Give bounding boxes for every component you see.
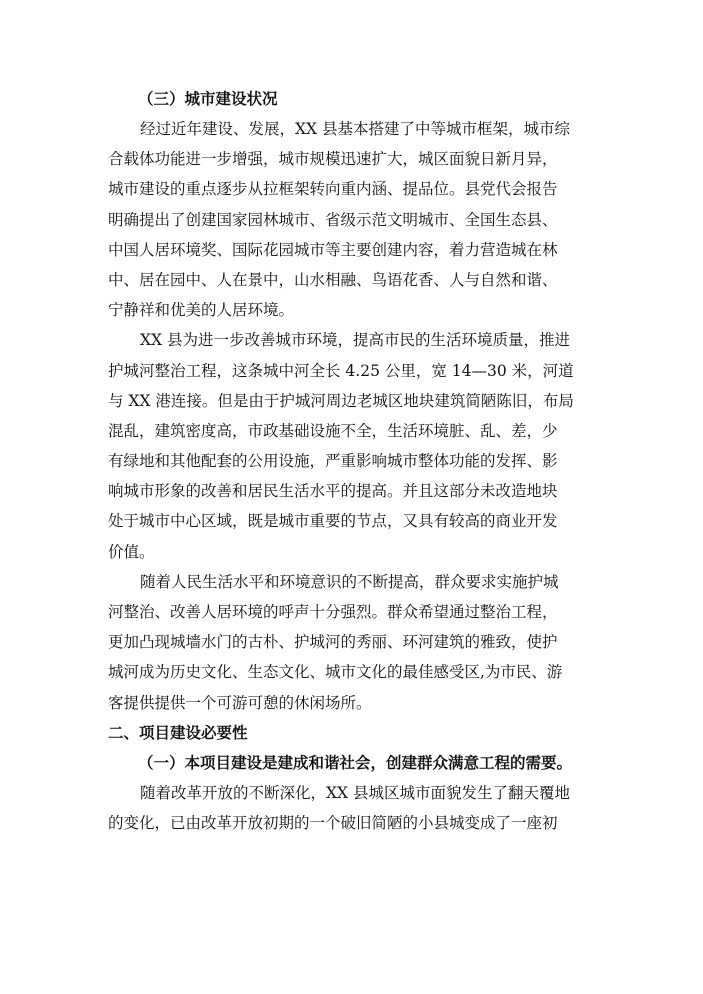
section-heading-city-construction: （三）城市建设状况 <box>138 89 278 108</box>
paragraph <box>108 114 596 325</box>
paragraph-line: XX 县为进一步改善城市环境，提高市民的生活环境质量，推进 <box>140 331 570 350</box>
paragraph-line: 随着人民生活水平和环境意识的不断提高，群众要求实施护城 <box>140 572 559 591</box>
paragraph-line: 处于城市中心区域，既是城市重要的节点，又具有较高的商业开发 <box>108 512 558 531</box>
paragraph-line: 有绿地和其他配套的公用设施，严重影响城市整体功能的发挥、影 <box>108 452 558 471</box>
paragraph-line: 响城市形象的改善和居民生活水平的提高。并且这部分未改造地块 <box>108 482 558 501</box>
paragraph-line: 更加凸现城墙水门的古朴、护城河的秀丽、环河建筑的雅致，使护 <box>108 633 558 652</box>
paragraph-line: 河整治、改善人居环境的呼声十分强烈。群众希望通过整治工程， <box>108 603 558 621</box>
paragraph-line: 混乱，建筑密度高，市政基础设施不全，生活环境脏、乱、差，少 <box>108 421 558 440</box>
paragraph-line: 中国人居环境奖、国际花园城市等主要创建内容，着力营造城在林 <box>108 240 558 259</box>
paragraph <box>108 325 596 567</box>
paragraph <box>108 567 596 718</box>
paragraph-line: 的变化，已由改革开放初期的一个破旧简陋的小县城变成了一座初 <box>108 813 558 832</box>
paragraph-line: 客提供提供一个可游可憩的休闲场所。 <box>108 693 372 712</box>
paragraph-line: 城市建设的重点逐步从拉框架转向重内涵、提品位。县党代会报告 <box>108 180 558 199</box>
paragraph-line: 城河成为历史文化、生态文化、城市文化的最佳感受区,为市民、游 <box>108 663 563 682</box>
document-body <box>108 84 596 838</box>
subsection-heading-harmonious-society: （一）本项目建设是建成和谐社会，创建群众满意工程的需要。 <box>138 752 573 772</box>
paragraph-line: 合载体功能进一步增强，城市规模迅速扩大，城区面貌日新月异， <box>108 150 558 169</box>
paragraph-line: 明确提出了创建国家园林城市、省级示范文明城市、全国生态县、 <box>108 210 558 229</box>
paragraph <box>108 778 596 838</box>
paragraph-line: 价值。 <box>108 542 155 561</box>
paragraph-line: 与 XX 港连接。但是由于护城河周边老城区地块建筑简陋陈旧，布局 <box>108 391 574 410</box>
paragraph-line: 中、居在园中、人在景中，山水相融、鸟语花香、人与自然和谐、 <box>108 270 558 289</box>
section-heading-project-necessity: 二、项目建设必要性 <box>108 722 248 742</box>
paragraph-line: 经过近年建设、发展，XX 县基本搭建了中等城市框架，城市综 <box>140 120 570 138</box>
paragraph-line: 随着改革开放的不断深化，XX 县城区城市面貌发生了翻天覆地 <box>140 783 570 802</box>
paragraph-line: 护城河整治工程，这条城中河全长 4.25 公里，宽 14—30 米，河道 <box>108 361 574 380</box>
paragraph-line: 宁静祥和优美的人居环境。 <box>108 301 295 320</box>
